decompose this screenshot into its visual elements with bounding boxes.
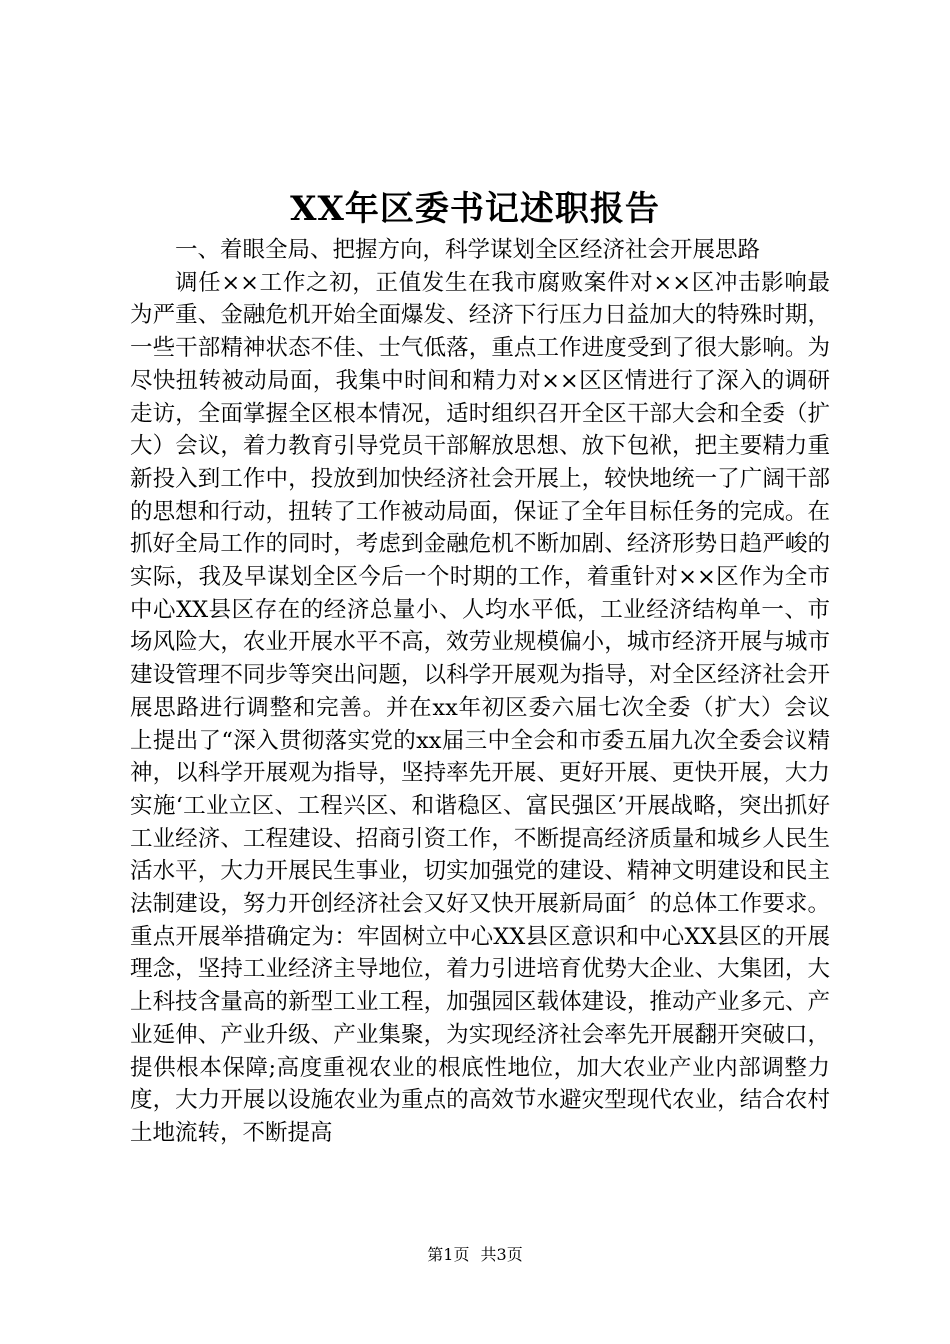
page-footer: [0, 1243, 950, 1267]
body-paragraph: 调任××工作之初，正值发生在我市腐败案件对××区冲击影响最为严重、金融危机开始全面爆发、经济下行压力日益加大的特殊时期，一些干部精神状态不佳、士气低落，重点工作进度受到了很大影响。为尽快扭转被动局面，我集中时间和精力对××区区情进行了深入的调研走访，全面掌握全区根本情况，适时组织召开全区干部大会和全委（扩大）会议，着力教育引导党员干部解放思想、放下包袱，把主要精力重新投入到工作中，投放到加快经济社会开展上，较快地统一了广阔干部的思想和行动，扭转了工作被动局面，保证了全年目标任务的完成。在抓好全局工作的同时，考虑到金融危机不断加剧、经济形势日趋严峻的实际，我及早谋划全区今后一个时期的工作，着重针对××区作为全市中心XX县区存在的经济总量小、人均水平低，工业经济结构单一、市场风险大，农业开展水平不高，效劳业规模偏小，城市经济开展与城市建设管理不同步等突出问题，以科学开展观为指导，对全区经济社会开展思路进行调整和完善。并在xx年初区委六届七次全委（扩大）会议上提出了“深入贯彻落实党的xx届三中全会和市委五届九次全委会议精神，以科学开展观为指导，坚持率先开展、更好开展、更快开展，大力实施‘工业立区、工程兴区、和谐稳区、富民强区’开展战略，突出抓好工业经济、工程建设、招商引资工作，不断提高经济质量和城乡人民生活水平，大力开展民生事业，切实加强党的建设、精神文明建设和民主法制建设，努力开创经济社会又好又快开展新局面〞的总体工作要求。重点开展举措确定为：牢固树立中心XX县区意识和中心XX县区的开展理念，坚持工业经济主导地位，着力引进培育优势大企业、大集团，大上科技含量高的新型工业工程，加强园区载体建设，推动产业多元、产业延伸、产业升级、产业集聚，为实现经济社会率先开展翻开突破口，提供根本保障;高度重视农业的根底性地位，加大农业产业内部调整力度，大力开展以设施农业为重点的高效节水避灾型现代农业，结合农村土地流转，不断提高: [130, 269, 830, 1146]
document-body: [130, 234, 830, 1150]
document-title: XX年区委书记述职报告: [290, 189, 660, 229]
page-number-current: 第1页: [427, 1245, 470, 1264]
section-heading: 一、着眼全局、把握方向，科学谋划全区经济社会开展思路: [175, 237, 761, 263]
page-number-total: 共3页: [480, 1245, 523, 1264]
